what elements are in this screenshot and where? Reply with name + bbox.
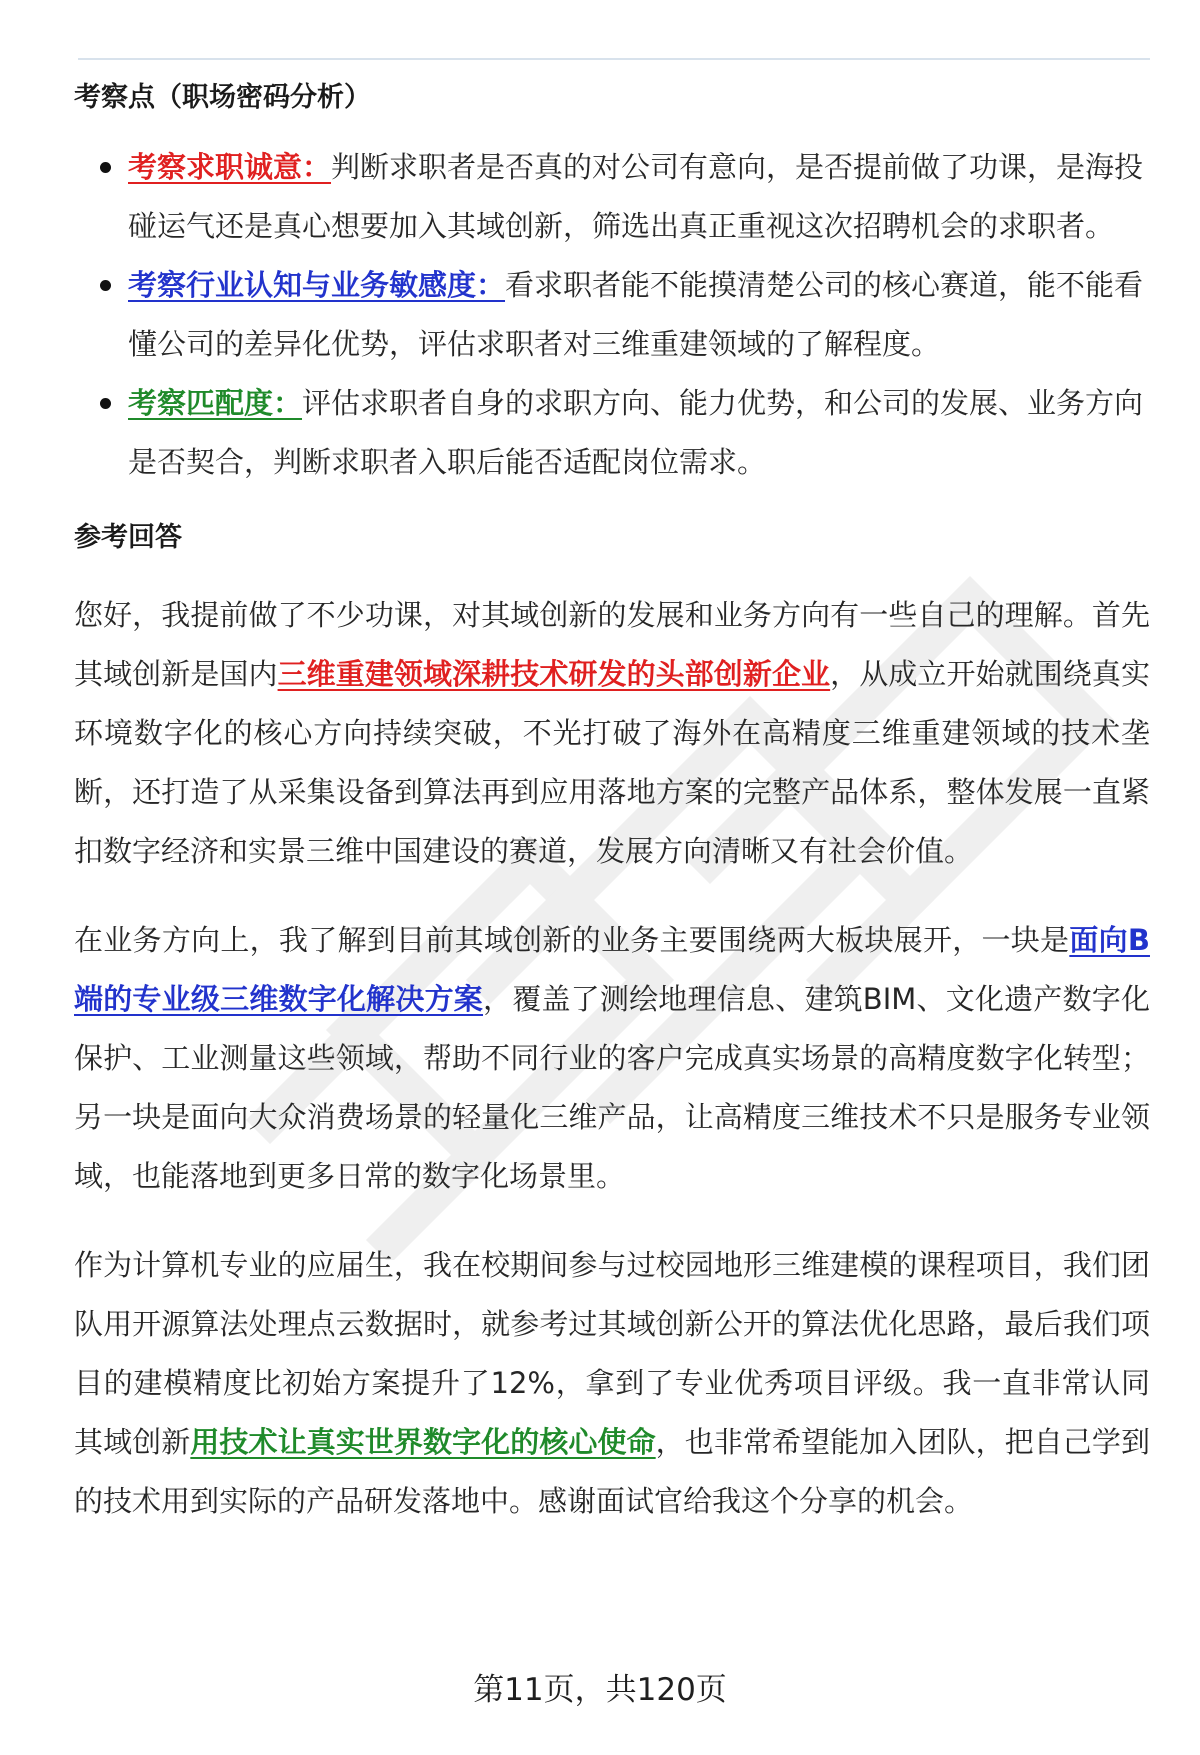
bullet-keyword: 考察行业认知与业务敏感度： [128, 268, 506, 302]
assessment-list [74, 138, 1150, 492]
paragraph-text: ，也非常希望能加入团队，把自己学到的技术用到实际的产品研发落地中。感谢面试官给我这个分享的机会。 [74, 1425, 1150, 1518]
section-title: 考察点（职场密码分析） [74, 82, 371, 113]
list-item [74, 138, 1150, 256]
reference-answer-title: 参考回答 [74, 522, 182, 553]
answer-paragraph [74, 1236, 1150, 1531]
paragraph-text: ，从成立开始就围绕真实环境数字化的核心方向持续突破，不光打破了海外在高精度三维重建领域的技术垄断，还打造了从采集设备到算法再到应用落地方案的完整产品体系，整体发展一直紧扣数字经济和实景三维中国建设的赛道，发展方向清晰又有社会价值。 [74, 657, 1150, 868]
answer-paragraph [74, 586, 1150, 881]
bullet-keyword: 考察匹配度： [128, 386, 303, 420]
bullet-text: 评估求职者自身的求职方向、能力优势，和公司的发展、业务方向是否契合，判断求职者入职后能否适配岗位需求。 [128, 386, 1144, 479]
paragraph-text: 作为计算机专业的应届生，我在校期间参与过校园地形三维建模的课程项目，我们团队用开源算法处理点云数据时，就参考过其域创新公开的算法优化思路，最后我们项目的建模精度比初始方案提升了12%，拿到了专业优秀项目评级。我一直非常认同其域创新 [74, 1248, 1150, 1459]
paragraph-text: ，覆盖了测绘地理信息、建筑BIM、文化遗产数字化保护、工业测量这些领域，帮助不同行业的客户完成真实场景的高精度数字化转型；另一块是面向大众消费场景的轻量化三维产品，让高精度三维技术不只是服务专业领域，也能落地到更多日常的数字化场景里。 [74, 982, 1150, 1193]
answer-paragraph [74, 911, 1150, 1206]
paragraph-text: 您好，我提前做了不少功课，对其域创新的发展和业务方向有一些自己的理解。首先其域创新是国内 [74, 598, 1150, 691]
bullet-text: 看求职者能不能摸清楚公司的核心赛道，能不能看懂公司的差异化优势，评估求职者对三维重建领域的了解程度。 [128, 268, 1144, 361]
list-item [74, 374, 1150, 492]
paragraph-highlight: 用技术让真实世界数字化的核心使命 [190, 1425, 656, 1459]
bullet-dot-icon [100, 398, 111, 409]
paragraph-text: 在业务方向上，我了解到目前其域创新的业务主要围绕两大板块展开，一块是 [74, 923, 1070, 957]
page-number: 第11页，共120页 [473, 1672, 727, 1708]
bullet-text: 判断求职者是否真的对公司有意向，是否提前做了功课，是海投碰运气还是真心想要加入其域创新，筛选出真正重视这次招聘机会的求职者。 [128, 150, 1144, 243]
bullet-dot-icon [100, 162, 111, 173]
paragraph-highlight: 三维重建领域深耕技术研发的头部创新企业 [277, 657, 831, 691]
list-item [74, 256, 1150, 374]
top-divider [78, 58, 1150, 60]
bullet-keyword: 考察求职诚意： [128, 150, 332, 184]
bullet-dot-icon [100, 280, 111, 291]
page-content [74, 72, 1150, 1531]
paragraph-highlight: 面向B端的专业级三维数字化解决方案 [74, 923, 1150, 1016]
